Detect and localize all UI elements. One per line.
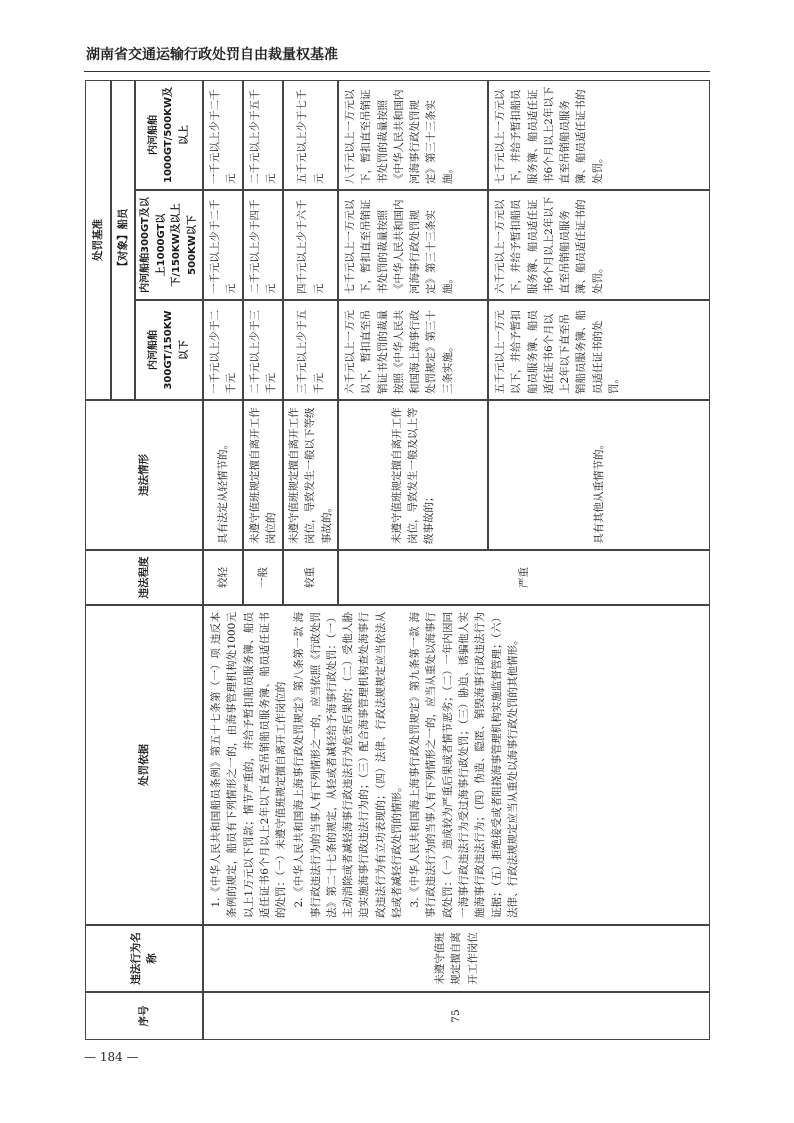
header-seq: 序号 — [85, 992, 203, 1040]
penalty-light-col2: 一千元以上少于二千元 — [203, 190, 243, 300]
degree-severe: 严重 — [338, 550, 710, 605]
row-basis — [203, 605, 710, 925]
penalty-severe-b-col3: 七千元以上一万元以下，并给予暂扣船员服务簿、船员适任证书6个月以上2年以下直至吊销船员服务簿、船员适任证书的处罚。 — [488, 80, 710, 190]
header-name: 违法行为名称 — [85, 925, 203, 992]
basis-item: 2.《中华人民共和国海上海事行政处罚规定》第八条第一款 海事行政违法行为的当事人有下列情形之一的，应当依照《行政处罚法》第二十七条的规定，从轻或者减轻给予海事行政处罚：（一）主动消除或者减轻海事行政违法行为危害后果的；（二）受他人胁迫实施海事行政违法行为的；（三）配合海事管理机构查处海事行政违法行为有立功表现的；（四）法律、行政法规规定应当依法从轻或者减轻行政处罚的情形。 — [293, 612, 403, 918]
header-rule — [84, 71, 710, 72]
basis-item: 3.《中华人民共和国海上海事行政处罚规定》第九条第一款 海事行政违法行为的当事人有下列情形之一的，应当从重处以海事行政处罚：（一）造成较为严重后果或者情节恶劣；（二）一年内因同一海事行政违法行为受过海事行政处罚；（三）胁迫、诱骗他人实施海事行政违法行为；（四）伪造、隐匿、销毁海事行政违法行为证据；（五）拒绝接受或者阻挠海事管理机构实施监督管理；（六）法律、行政法规规定应当从重处以海事行政处罚的其他情形。 — [409, 612, 519, 918]
header-col2: 内河船舶300GT及以上1000GT以下/150KW及以上500KW以下 — [135, 190, 203, 300]
penalty-table — [85, 80, 710, 1040]
circumstance-severe-b: 具有其他从重情节的。 — [488, 400, 710, 550]
header-col1: 内河船舶300GT/150KW以下 — [135, 300, 203, 400]
header-degree: 违法程度 — [85, 550, 203, 605]
penalty-light-col1: 一千元以上少于二千元 — [203, 300, 243, 400]
penalty-heavy-col1: 三千元以上少于五千元 — [283, 300, 338, 400]
circumstance-heavy: 未遵守值班规定擅自离开工作岗位，导致发生一般以下等级事故的。 — [283, 400, 338, 550]
header-basis: 处罚依据 — [85, 605, 203, 925]
penalty-severe-a-col3: 八千元以上一万元以下，暂扣直至吊销证书处罚的裁量按照《中华人民共和国内河海事行政处罚规定》第三十三条实施。 — [338, 80, 488, 190]
penalty-light-col3: 一千元以上少于二千元 — [203, 80, 243, 190]
header-object: 【对象】船员 — [111, 80, 135, 400]
circumstance-light: 具有法定从轻情节的。 — [203, 400, 243, 550]
penalty-severe-b-col1: 五千元以上一万元以下，并给予暂扣船员服务簿、船员适任证书6个月以上2年以下直至吊销船员服务簿、船员适任证书的处罚。 — [488, 300, 710, 400]
header-col3: 内河船舶1000GT/500KW及以上 — [135, 80, 203, 190]
circumstance-severe-a: 未遵守值班规定擅自离开工作岗位，导致发生一般及以上等级事故的； — [338, 400, 488, 550]
penalty-normal-col3: 二千元以上少于五千元 — [243, 80, 283, 190]
basis-item: 1.《中华人民共和国船员条例》第五十七条第（一）项 违反本条例的规定，船员有下列情形之一的，由海事管理机构处1000元以上1万元以下罚款；情节严重的，并给予暂扣船员服务簿、船员适任证书6个月以上2年以下直至吊销船员服务簿、船员适任证书的处罚：（一）未遵守值班规定擅自离开工作岗位的 — [210, 612, 288, 918]
circumstance-normal: 未遵守值班规定擅自离开工作岗位的 — [243, 400, 283, 550]
degree-normal: 一般 — [243, 550, 283, 605]
page-number: — 184 — — [84, 1050, 139, 1064]
degree-light: 较轻 — [203, 550, 243, 605]
penalty-normal-col2: 二千元以上少于四千元 — [243, 190, 283, 300]
penalty-severe-a-col2: 七千元以上一万元以下，暂扣直至吊销证书处罚的裁量按照《中华人民共和国内河海事行政处罚规定》第三十三条实施。 — [338, 190, 488, 300]
penalty-severe-b-col2: 六千元以上一万元以下，并给予暂扣船员服务簿、船员适任证书6个月以上2年以下直至吊销船员服务簿、船员适任证书的处罚。 — [488, 190, 710, 300]
penalty-heavy-col3: 五千元以上少于七千元 — [283, 80, 338, 190]
rotated-table-stage — [85, 80, 710, 1040]
penalty-severe-a-col1: 六千元以上一万元以下，暂扣直至吊销证书处罚的裁量按照《中华人民共和国海上海事行政处罚规定》第三十三条实施。 — [338, 300, 488, 400]
header-penalty: 处罚基准 — [85, 80, 111, 400]
degree-heavy: 较重 — [283, 550, 338, 605]
penalty-normal-col1: 二千元以上少于三千元 — [243, 300, 283, 400]
row-seq: 75 — [203, 992, 710, 1040]
header-circumstance: 违法情形 — [85, 400, 203, 550]
row-name: 未遵守值班规定擅自离开工作岗位 — [203, 925, 710, 992]
page-header: 湖南省交通运输行政处罚自由裁量权基准 — [86, 47, 338, 63]
penalty-heavy-col2: 四千元以上少于六千元 — [283, 190, 338, 300]
rotated-table — [85, 80, 710, 1040]
